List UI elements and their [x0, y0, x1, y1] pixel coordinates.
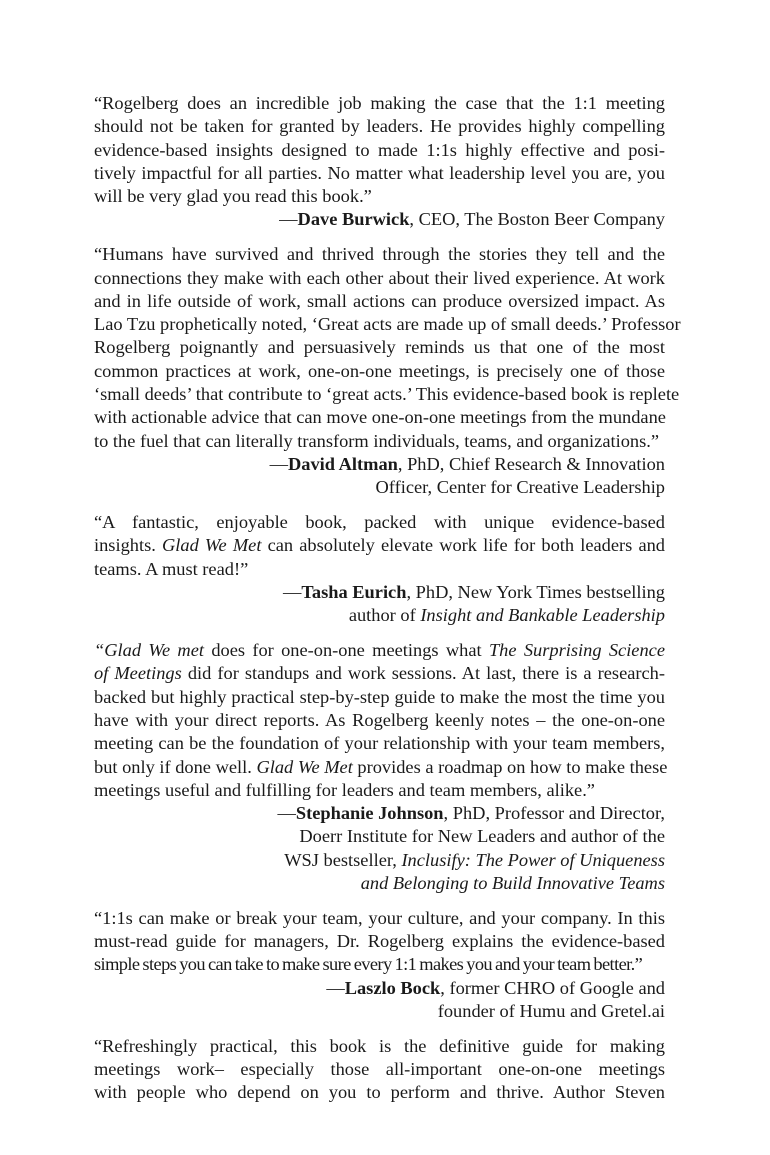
quote-line: have with your direct reports. As Rogelberg keenly notes – the one-on-one [94, 709, 665, 730]
attribution [94, 581, 665, 628]
quote-line: should not be taken for granted by leaders. He provides highly compelling [94, 116, 665, 137]
testimonial-eurich [94, 511, 665, 627]
author-name: Stephanie Johnson [295, 803, 444, 824]
quote-line: Rogelberg poignantly and persuasively reminds us that one of the most [94, 337, 665, 358]
book-title: Insight and Bankable Leadership [420, 605, 665, 626]
author-title: , PhD, Chief Research & Innovation [397, 453, 665, 474]
quote-line: meetings useful and fulfilling for leaders and team members, alike.” [94, 779, 595, 800]
testimonial-continued [94, 1035, 665, 1105]
quote-line: connections they make with each other about their lived experience. At work [94, 267, 665, 288]
quote-line: ‘small deeds’ that contribute to ‘great acts.’ This evidence-based book is replete [94, 384, 680, 405]
testimonial-altman [94, 243, 681, 499]
quote-line: backed but highly practical step-by-step guide to make the most the time you [94, 686, 665, 707]
book-title: and Belonging to Build Innovative Teams [360, 873, 665, 893]
quote-line: simple steps you can take to make sure every 1:1 makes you and your team better.” [94, 954, 643, 975]
book-title: of Meetings [94, 663, 182, 684]
author-name: Laszlo Bock [344, 977, 441, 998]
book-title: Inclusify: The Power of Uniqueness [401, 849, 665, 870]
quote-line: will be very glad you read this book.” [94, 186, 372, 207]
author-title: Doerr Institute for New Leaders and author of the [299, 826, 665, 847]
quote-line: “1:1s can make or break your team, your culture, and your company. In this [94, 907, 665, 928]
book-title: Glad We Met [256, 756, 353, 777]
author-title: founder of Humu and Gretel.ai [437, 1000, 665, 1021]
quote-line: “Glad We met does for one-on-one meetings what The Surprising Science [94, 640, 665, 661]
author-title: , former CHRO of Google and [440, 977, 665, 998]
author-name: Dave Burwick [297, 209, 410, 230]
quote-line: must-read guide for managers, Dr. Rogelberg explains the evidence-based [94, 931, 665, 952]
quote-line: with actionable advice that can move one-on-one meetings from the mundane [94, 407, 666, 428]
author-title: Officer, Center for Creative Leadership [375, 477, 665, 498]
quote-line: to the fuel that can literally transform individuals, teams, and organizations.” [94, 430, 660, 451]
quote-line: “A fantastic, enjoyable book, packed with unique evidence-based [94, 512, 665, 533]
quote-line: Lao Tzu prophetically noted, ‘Great acts are made up of small deeds.’ Professor [94, 314, 681, 335]
em-dash: — [277, 803, 296, 824]
book-title: The Surprising Science [488, 640, 665, 661]
quote-line: with people who depend on you to perform and thrive. Author Steven [94, 1082, 665, 1103]
quote-line: of Meetings did for standups and work sessions. At last, there is a research- [94, 663, 665, 684]
testimonial-bock [94, 907, 665, 1023]
attribution [94, 208, 665, 231]
em-dash: — [282, 581, 302, 602]
quote-line: meetings work– especially those all-important one-on-one meetings [94, 1059, 665, 1080]
author-title: , PhD, Professor and Director, [443, 803, 665, 824]
quote-line: “Refreshingly practical, this book is the definitive guide for making [94, 1035, 665, 1056]
author-name: David Altman [288, 453, 398, 474]
attribution [94, 802, 665, 895]
em-dash: — [279, 209, 298, 230]
em-dash: — [269, 453, 289, 474]
book-praise-page [94, 92, 681, 1116]
attribution [94, 453, 665, 500]
author-title: , PhD, New York Times bestselling [406, 581, 665, 602]
testimonial-burwick [94, 92, 665, 232]
quote-line: insights. Glad We Met can absolutely elevate work life for both leaders and [94, 535, 665, 556]
book-title: Glad We Met [161, 535, 262, 556]
quote-line: “Rogelberg does an incredible job making the case that the 1:1 meeting [94, 93, 665, 113]
quote-line: teams. A must read!” [94, 558, 249, 579]
attribution [94, 977, 665, 1024]
em-dash: — [326, 977, 345, 998]
quote-line: evidence-based insights designed to made 1:1s highly effective and posi- [94, 139, 665, 160]
quote-line: tively impactful for all parties. No matter what leadership level you are, you [94, 162, 665, 183]
quote-line: meeting can be the foundation of your relationship with your team members, [94, 733, 665, 754]
quote-line: and in life outside of work, small actions can produce oversized impact. As [94, 290, 665, 311]
author-title: author of [348, 605, 421, 626]
book-title: “Glad We met [94, 640, 204, 661]
author-title: WSJ bestseller, [284, 849, 402, 870]
quote-line: but only if done well. Glad We Met provides a roadmap on how to make these [94, 756, 668, 777]
author-name: Tasha Eurich [301, 581, 407, 602]
quote-line: common practices at work, one-on-one meetings, is precisely one of those [94, 360, 665, 381]
author-title: , CEO, The Boston Beer Company [409, 209, 665, 230]
testimonial-johnson [94, 639, 668, 895]
quote-line: “Humans have survived and thrived through the stories they tell and the [94, 244, 665, 265]
